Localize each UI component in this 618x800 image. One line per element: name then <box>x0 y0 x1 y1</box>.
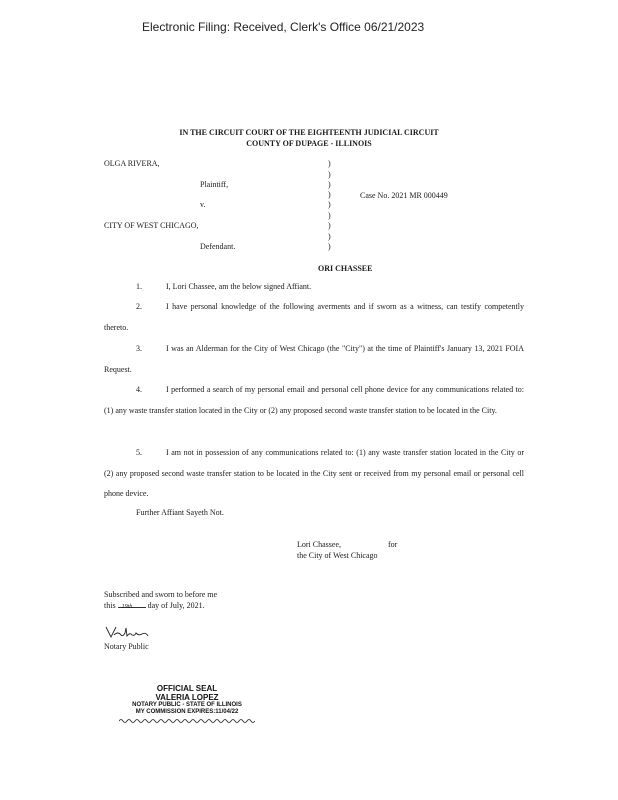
paragraph-number: 5. <box>136 448 142 457</box>
paragraph-2: I have personal knowledge of the following averments and if sworn as a witness, can testify competently thereto. <box>104 302 524 332</box>
subscribed-date: this 19th day of July, 2021. <box>104 601 205 610</box>
paragraph-number: 1. <box>136 282 142 291</box>
paragraph-4: I performed a search of my personal email and personal cell phone device for any communications related to: (1) any waste transfer station located in the City or (2) any proposed second waste transfer station to be located in the City. <box>104 385 524 415</box>
notary-signature <box>104 624 154 642</box>
paragraph-number: 4. <box>136 385 142 394</box>
paragraph-3: I was an Alderman for the City of West Chicago (the "City") at the time of Plaintiff's January 13, 2021 FOIA Request. <box>104 344 524 374</box>
filing-stamp: Electronic Filing: Received, Clerk's Office 06/21/2023 <box>142 20 425 34</box>
affiant-name: Lori Chassee, <box>297 540 341 549</box>
plaintiff-name: OLGA RIVERA, <box>104 159 160 168</box>
document-title: ORI CHASSEE <box>318 264 373 273</box>
court-heading-line1: IN THE CIRCUIT COURT OF THE EIGHTEENTH JUDICIAL CIRCUIT <box>179 128 439 137</box>
day-blank: 19th <box>118 607 146 608</box>
case-number: Case No. 2021 MR 000449 <box>360 191 448 200</box>
further-affiant: Further Affiant Sayeth Not. <box>136 508 224 517</box>
plaintiff-role: Plaintiff, <box>200 180 229 189</box>
seal-border <box>119 717 255 725</box>
affiant-organization: the City of West Chicago <box>297 551 378 560</box>
paragraph-5: I am not in possession of any communications related to: (1) any waste transfer station located in the City or (2) any proposed second waste transfer station to be located in the City sent or received from my personal email or personal cell phone device. <box>104 448 524 498</box>
notary-public-label: Notary Public <box>104 642 149 651</box>
paragraph-1: I, Lori Chassee, am the below signed Affiant. <box>166 282 312 291</box>
affiant-for: for <box>388 540 398 549</box>
paragraph-number: 2. <box>136 302 142 311</box>
defendant-role: Defendant. <box>200 242 236 251</box>
defendant-name: CITY OF WEST CHICAGO, <box>104 221 199 230</box>
paragraph-number: 3. <box>136 344 142 353</box>
official-seal: OFFICIAL SEAL VALERIA LOPEZ NOTARY PUBLIC - STATE OF ILLINOIS MY COMMISSION EXPIRES:11/04/22 <box>112 684 262 725</box>
subscribed-line: Subscribed and sworn to before me <box>104 590 218 599</box>
court-heading-line2: COUNTY OF DUPAGE - ILLINOIS <box>246 139 372 148</box>
versus: v. <box>200 200 206 209</box>
